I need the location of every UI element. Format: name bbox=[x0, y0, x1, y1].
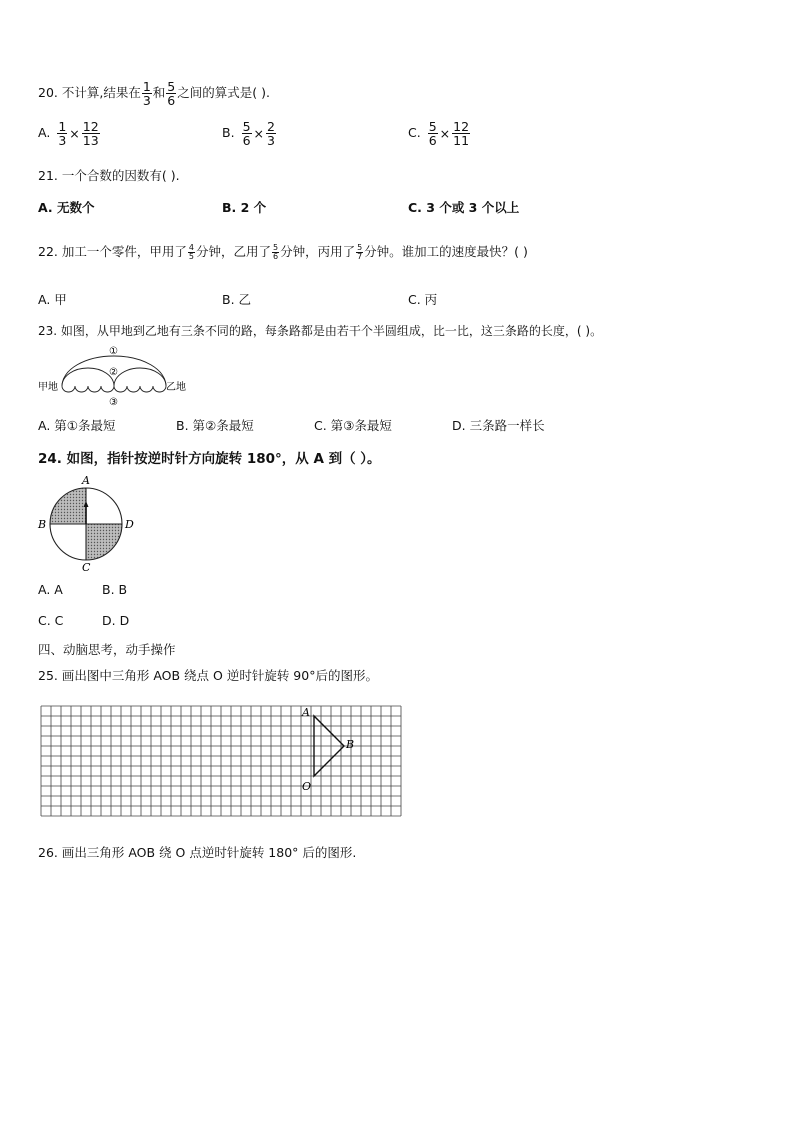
question-23-option-b[interactable]: B. 第②条最短 bbox=[176, 418, 254, 433]
rotation-circle-figure bbox=[36, 472, 140, 572]
question-22-option-a[interactable]: A. 甲 bbox=[38, 292, 67, 307]
question-24-option-a[interactable]: A. A bbox=[38, 582, 63, 597]
label-a: A bbox=[302, 706, 310, 719]
question-21-option-b[interactable]: B. 2 个 bbox=[222, 200, 267, 215]
question-20-option-a[interactable]: A. $\frac{1}{3}$ × $\frac{12}{13}$ bbox=[38, 119, 99, 149]
label-b: B bbox=[38, 518, 47, 531]
question-23-stem: 23. 如图，从甲地到乙地有三条不同的路，每条路都是由若干个半圆组成，比一比，这三条路的长度，( )。 bbox=[38, 324, 603, 338]
fraction-four-fifths: $\frac{4}{5}$ bbox=[188, 242, 194, 261]
question-21-stem: 21. 一个合数的因数有( ). bbox=[38, 168, 180, 183]
question-23-option-a[interactable]: A. 第①条最短 bbox=[38, 418, 116, 433]
question-26-stem: 26. 画出三角形 AOB 绕 O 点逆时针旋转 180° 后的图形. bbox=[38, 845, 357, 860]
question-22-stem: 22. 加工一个零件，甲用了 $\frac{4}{5}$ 分钟，乙用了 $\frac{5}{6}$ 分钟，丙用了 $\frac{5}{7}$ 分钟。谁加工的速度最快？( ) bbox=[38, 242, 528, 261]
question-24-option-d[interactable]: D. D bbox=[102, 613, 130, 628]
fraction-five-sixths-small: $\frac{5}{6}$ bbox=[272, 242, 279, 261]
question-25-stem: 25. 画出图中三角形 AOB 绕点 O 逆时针旋转 90°后的图形。 bbox=[38, 668, 378, 683]
path-3-small-semicircles bbox=[62, 386, 166, 392]
question-22-option-c[interactable]: C. 丙 bbox=[408, 292, 438, 307]
fraction-five-sixths: $\frac{5}{6}$ bbox=[167, 79, 176, 109]
question-24-option-c[interactable]: C. C bbox=[38, 613, 64, 628]
question-23-option-c[interactable]: C. 第③条最短 bbox=[314, 418, 392, 433]
fraction-five-sevenths: $\frac{5}{7}$ bbox=[357, 242, 363, 261]
label-path-2: ② bbox=[109, 367, 118, 378]
question-20-option-c[interactable]: C. $\frac{5}{6}$ × $\frac{12}{11}$ bbox=[408, 119, 470, 149]
question-21-option-a[interactable]: A. 无数个 bbox=[38, 200, 95, 215]
label-d: D bbox=[125, 518, 134, 531]
label-path-3: ③ bbox=[109, 397, 118, 408]
label-path-1: ① bbox=[109, 346, 118, 357]
question-24-option-b[interactable]: B. B bbox=[102, 582, 128, 597]
fraction-one-third: $\frac{1}{3}$ bbox=[142, 79, 151, 109]
question-21-option-c[interactable]: C. 3 个或 3 个以上 bbox=[408, 200, 520, 215]
label-a: A bbox=[82, 474, 90, 487]
label-c: C bbox=[82, 561, 91, 572]
label-start-place: 甲地 bbox=[38, 382, 58, 393]
label-o: O bbox=[302, 780, 312, 793]
label-end-place: 乙地 bbox=[166, 382, 186, 393]
question-24-stem: 24. 如图，指针按逆时针方向旋转 180°，从 A 到（ ）。 bbox=[38, 451, 381, 467]
section-4-title: 四、动脑思考，动手操作 bbox=[38, 642, 176, 657]
semicircle-paths-figure bbox=[38, 342, 188, 408]
question-20-option-b[interactable]: B. $\frac{5}{6}$ × $\frac{2}{3}$ bbox=[222, 119, 275, 149]
grid-figure[interactable] bbox=[36, 702, 406, 826]
question-23-option-d[interactable]: D. 三条路一样长 bbox=[452, 418, 545, 433]
question-20-stem: 20. 不计算,结果在 $\frac{1}{3}$ 和 $\frac{5}{6}$ 之间的算式是( ). bbox=[38, 79, 270, 109]
question-22-option-b[interactable]: B. 乙 bbox=[222, 292, 252, 307]
label-b: B bbox=[346, 738, 355, 751]
grid-lines bbox=[41, 706, 401, 816]
